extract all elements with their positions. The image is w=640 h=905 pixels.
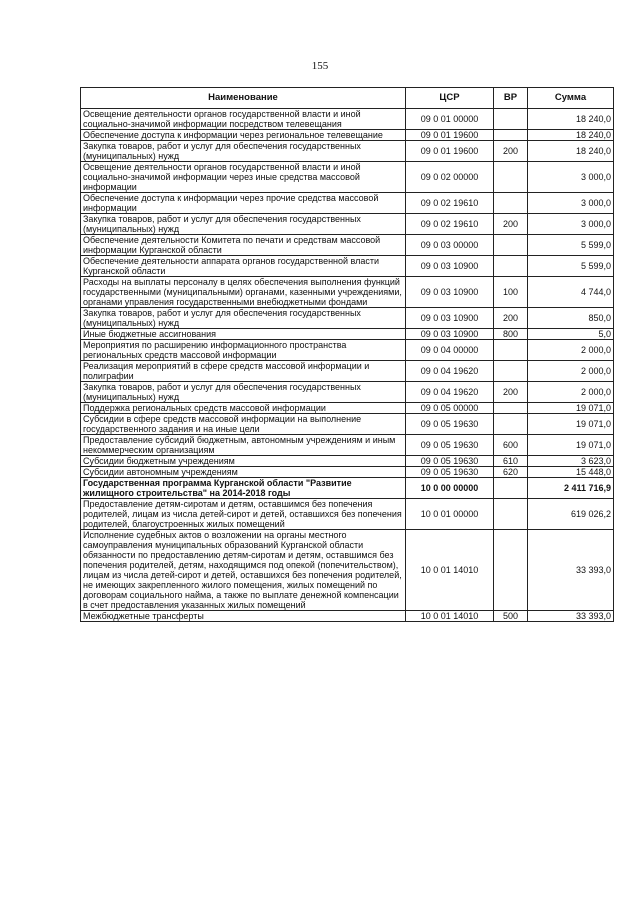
row-sum-cell: 3 000,0 — [528, 162, 614, 193]
table-row — [81, 130, 614, 141]
table-row — [81, 611, 614, 622]
budget-table — [80, 87, 614, 622]
row-csr-cell: 10 0 01 00000 — [406, 499, 494, 530]
row-name-cell: Обеспечение доступа к информации через прочие средства массовой информации — [81, 193, 406, 214]
table-row — [81, 340, 614, 361]
row-csr-cell: 09 0 04 19620 — [406, 382, 494, 403]
row-vr-cell: 200 — [494, 141, 528, 162]
row-vr-cell: 200 — [494, 382, 528, 403]
row-sum-cell: 5 599,0 — [528, 256, 614, 277]
row-vr-cell — [494, 235, 528, 256]
row-name-cell: Межбюджетные трансферты — [81, 611, 406, 622]
row-vr-cell — [494, 530, 528, 611]
row-sum-cell: 19 071,0 — [528, 414, 614, 435]
row-csr-cell: 09 0 04 19620 — [406, 361, 494, 382]
table-row — [81, 456, 614, 467]
row-sum-cell: 33 393,0 — [528, 530, 614, 611]
row-name-cell: Освещение деятельности органов государственной власти и иной социально-значимой информации посредством телевещания — [81, 109, 406, 130]
row-csr-cell: 10 0 01 14010 — [406, 530, 494, 611]
row-vr-cell — [494, 193, 528, 214]
row-vr-cell — [494, 256, 528, 277]
row-sum-cell: 18 240,0 — [528, 130, 614, 141]
row-vr-cell: 500 — [494, 611, 528, 622]
table-row — [81, 308, 614, 329]
row-csr-cell: 09 0 03 10900 — [406, 277, 494, 308]
table-row — [81, 467, 614, 478]
row-name-cell: Иные бюджетные ассигнования — [81, 329, 406, 340]
row-csr-cell: 10 0 00 00000 — [406, 478, 494, 499]
row-name-cell: Реализация мероприятий в сфере средств массовой информации и полиграфии — [81, 361, 406, 382]
row-vr-cell — [494, 414, 528, 435]
row-csr-cell: 09 0 01 00000 — [406, 109, 494, 130]
table-row — [81, 435, 614, 456]
row-sum-cell: 3 000,0 — [528, 193, 614, 214]
table-row — [81, 193, 614, 214]
table-row — [81, 141, 614, 162]
row-name-cell: Закупка товаров, работ и услуг для обеспечения государственных (муниципальных) нужд — [81, 214, 406, 235]
row-sum-cell: 2 000,0 — [528, 361, 614, 382]
row-name-cell: Государственная программа Курганской области "Развитие жилищного строительства" на 2014-2018 годы — [81, 478, 406, 499]
row-sum-cell: 3 000,0 — [528, 214, 614, 235]
row-name-cell: Закупка товаров, работ и услуг для обеспечения государственных (муниципальных) нужд — [81, 141, 406, 162]
header-name: Наименование — [81, 88, 406, 109]
row-sum-cell: 19 071,0 — [528, 435, 614, 456]
row-vr-cell: 200 — [494, 308, 528, 329]
row-sum-cell: 5 599,0 — [528, 235, 614, 256]
row-vr-cell — [494, 403, 528, 414]
row-vr-cell — [494, 340, 528, 361]
row-vr-cell: 610 — [494, 456, 528, 467]
row-sum-cell: 2 000,0 — [528, 382, 614, 403]
row-sum-cell: 2 000,0 — [528, 340, 614, 361]
row-vr-cell: 200 — [494, 214, 528, 235]
row-csr-cell: 09 0 03 10900 — [406, 308, 494, 329]
header-vr: ВР — [494, 88, 528, 109]
row-csr-cell: 09 0 05 00000 — [406, 403, 494, 414]
header-sum: Сумма — [528, 88, 614, 109]
row-name-cell: Предоставление детям-сиротам и детям, оставшимся без попечения родителей, лицам из числа детей-сирот и детей, оставшихся без попечения родителей, благоустроенных жилых помещений — [81, 499, 406, 530]
table-row — [81, 162, 614, 193]
row-vr-cell — [494, 478, 528, 499]
row-vr-cell: 600 — [494, 435, 528, 456]
table-header — [81, 88, 614, 109]
row-name-cell: Освещение деятельности органов государственной власти и иной социально-значимой информации через иные средства массовой информации — [81, 162, 406, 193]
table-row — [81, 109, 614, 130]
table-row — [81, 235, 614, 256]
row-name-cell: Поддержка региональных средств массовой информации — [81, 403, 406, 414]
row-name-cell: Мероприятия по расширению информационного пространства региональных средств массовой информации — [81, 340, 406, 361]
header-csr: ЦСР — [406, 88, 494, 109]
row-vr-cell: 100 — [494, 277, 528, 308]
row-csr-cell: 09 0 03 10900 — [406, 256, 494, 277]
row-sum-cell: 4 744,0 — [528, 277, 614, 308]
row-csr-cell: 09 0 05 19630 — [406, 456, 494, 467]
row-sum-cell: 19 071,0 — [528, 403, 614, 414]
row-csr-cell: 10 0 01 14010 — [406, 611, 494, 622]
row-name-cell: Исполнение судебных актов о возложении на органы местного самоуправления муниципальных образований Курганской области обязанности по предоставлению детям-сиротам и детям, оставшимся без попечения родителей, детям, находящимся под опекой (попечительством), лицам из числа детей-сирот и детей, оставшихся без попечения родителей, не имеющих закрепленного жилого помещения, жилых помещений по договорам социального найма, а также по выплате денежной компенсации в счет предоставления указанных жилых помещений — [81, 530, 406, 611]
row-name-cell: Субсидии автономным учреждениям — [81, 467, 406, 478]
row-sum-cell: 18 240,0 — [528, 141, 614, 162]
row-csr-cell: 09 0 05 19630 — [406, 467, 494, 478]
table-row — [81, 382, 614, 403]
row-csr-cell: 09 0 02 00000 — [406, 162, 494, 193]
row-sum-cell: 619 026,2 — [528, 499, 614, 530]
table-row — [81, 530, 614, 611]
row-sum-cell: 33 393,0 — [528, 611, 614, 622]
row-name-cell: Субсидии бюджетным учреждениям — [81, 456, 406, 467]
row-csr-cell: 09 0 03 10900 — [406, 329, 494, 340]
row-csr-cell: 09 0 05 19630 — [406, 435, 494, 456]
row-csr-cell: 09 0 01 19600 — [406, 130, 494, 141]
row-sum-cell: 5,0 — [528, 329, 614, 340]
table-row — [81, 414, 614, 435]
table-row — [81, 361, 614, 382]
row-csr-cell: 09 0 03 00000 — [406, 235, 494, 256]
row-vr-cell — [494, 361, 528, 382]
row-name-cell: Закупка товаров, работ и услуг для обеспечения государственных (муниципальных) нужд — [81, 382, 406, 403]
row-vr-cell: 800 — [494, 329, 528, 340]
table-row — [81, 329, 614, 340]
table-row — [81, 256, 614, 277]
row-csr-cell: 09 0 02 19610 — [406, 193, 494, 214]
row-vr-cell: 620 — [494, 467, 528, 478]
row-name-cell: Обеспечение деятельности аппарата органов государственной власти Курганской области — [81, 256, 406, 277]
table-row — [81, 499, 614, 530]
table-row — [81, 277, 614, 308]
row-name-cell: Расходы на выплаты персоналу в целях обеспечения выполнения функций государственными (муниципальными) органами, казенными учреждениями, органами управления государственными внебюджетными фондами — [81, 277, 406, 308]
table-row — [81, 403, 614, 414]
row-csr-cell: 09 0 02 19610 — [406, 214, 494, 235]
row-csr-cell: 09 0 04 00000 — [406, 340, 494, 361]
row-vr-cell — [494, 130, 528, 141]
row-name-cell: Предоставление субсидий бюджетным, автономным учреждениям и иным некоммерческим организациям — [81, 435, 406, 456]
row-vr-cell — [494, 162, 528, 193]
row-csr-cell: 09 0 05 19630 — [406, 414, 494, 435]
table-row — [81, 478, 614, 499]
row-vr-cell — [494, 499, 528, 530]
row-name-cell: Обеспечение доступа к информации через региональное телевещание — [81, 130, 406, 141]
row-csr-cell: 09 0 01 19600 — [406, 141, 494, 162]
row-sum-cell: 850,0 — [528, 308, 614, 329]
row-name-cell: Обеспечение деятельности Комитета по печати и средствам массовой информации Курганской области — [81, 235, 406, 256]
row-sum-cell: 2 411 716,9 — [528, 478, 614, 499]
row-sum-cell: 3 623,0 — [528, 456, 614, 467]
row-sum-cell: 15 448,0 — [528, 467, 614, 478]
page-number: 155 — [311, 60, 329, 72]
table-body — [81, 109, 614, 622]
table-row — [81, 214, 614, 235]
row-vr-cell — [494, 109, 528, 130]
row-name-cell: Субсидии в сфере средств массовой информации на выполнение государственного задания и на иные цели — [81, 414, 406, 435]
row-sum-cell: 18 240,0 — [528, 109, 614, 130]
row-name-cell: Закупка товаров, работ и услуг для обеспечения государственных (муниципальных) нужд — [81, 308, 406, 329]
